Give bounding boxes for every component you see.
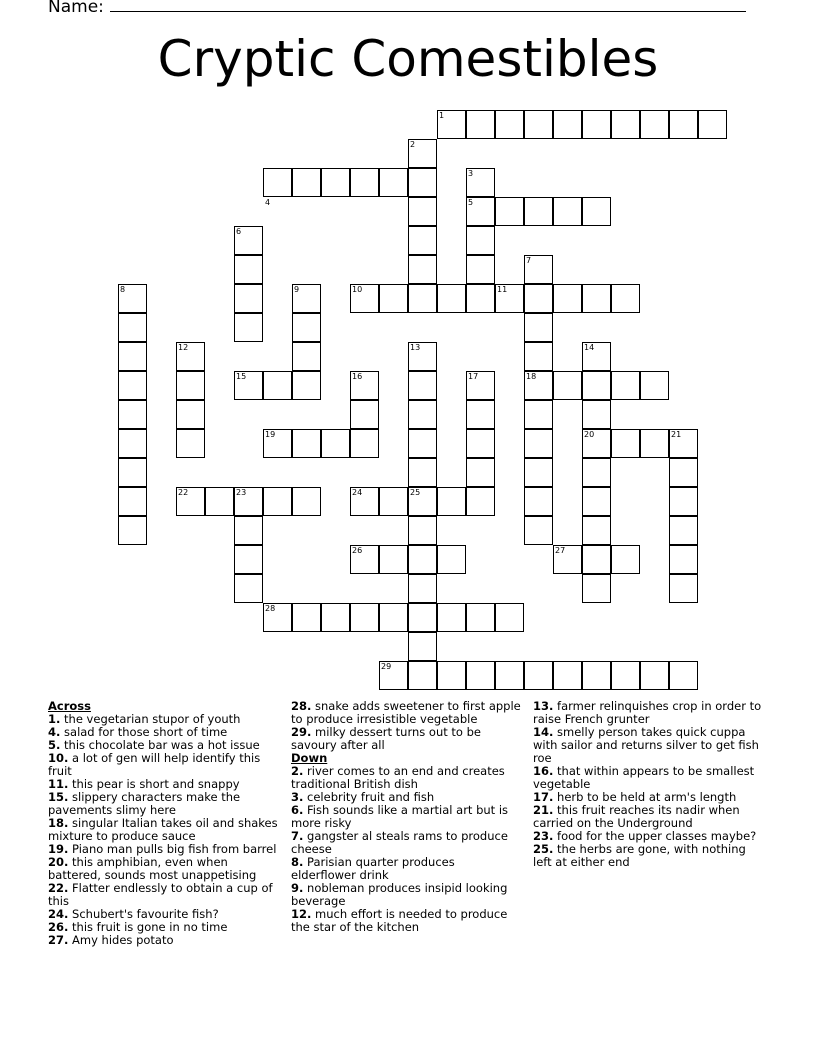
clue-text: Fish sounds like a martial art but is more risky — [291, 803, 509, 830]
grid-cell[interactable] — [379, 603, 408, 632]
grid-cell[interactable] — [466, 487, 495, 516]
clue-item — [48, 882, 280, 908]
across-clue-list-cont — [291, 700, 523, 752]
grid-cell[interactable] — [582, 110, 611, 139]
clue-text: that within appears to be smallest vegetable — [533, 764, 755, 791]
grid-cell[interactable] — [524, 429, 553, 458]
grid-cell[interactable] — [466, 429, 495, 458]
grid-cell[interactable] — [408, 545, 437, 574]
grid-cell[interactable] — [437, 284, 466, 313]
cell-number: 3 — [468, 169, 474, 178]
grid-cell[interactable] — [669, 545, 698, 574]
grid-cell[interactable] — [611, 371, 640, 400]
grid-cell[interactable] — [466, 661, 495, 690]
cell-number: 9 — [294, 285, 300, 294]
clue-item — [291, 700, 523, 726]
clue-text: river comes to an end and creates traditional British dish — [291, 764, 505, 791]
grid-cell[interactable] — [669, 661, 698, 690]
grid-cell[interactable] — [234, 574, 263, 603]
grid-cell[interactable] — [176, 400, 205, 429]
grid-cell[interactable] — [408, 400, 437, 429]
clue-item — [291, 765, 523, 791]
clue-text: herb to be held at arm's length — [553, 790, 737, 804]
grid-cell[interactable] — [350, 429, 379, 458]
clues-column-3 — [533, 700, 765, 869]
cell-number: 24 — [352, 488, 363, 497]
grid-cell[interactable] — [408, 458, 437, 487]
grid-cell[interactable] — [611, 429, 640, 458]
grid-cell[interactable] — [321, 168, 350, 197]
grid-cell[interactable] — [582, 284, 611, 313]
clue-number: 17. — [533, 790, 554, 804]
grid-cell[interactable] — [553, 197, 582, 226]
clue-item — [533, 765, 765, 791]
cell-number: 26 — [352, 546, 363, 555]
grid-cell[interactable] — [408, 516, 437, 545]
cell-number: 28 — [265, 604, 276, 613]
grid-cell[interactable] — [292, 603, 321, 632]
clue-number: 2. — [291, 764, 304, 778]
grid-cell[interactable] — [466, 603, 495, 632]
clue-text: the vegetarian stupor of youth — [60, 712, 241, 726]
grid-cell[interactable] — [292, 342, 321, 371]
clue-item — [291, 882, 523, 908]
clue-text: Flatter endlessly to obtain a cup of this — [48, 881, 273, 908]
clue-item — [48, 791, 280, 817]
clue-item — [48, 752, 280, 778]
grid-cell[interactable] — [669, 458, 698, 487]
grid-cell[interactable] — [582, 197, 611, 226]
grid-cell[interactable] — [669, 487, 698, 516]
grid-cell[interactable] — [118, 429, 147, 458]
clue-text: farmer relinquishes crop in order to raise French grunter — [533, 699, 762, 726]
clue-number: 10. — [48, 751, 69, 765]
cell-number: 6 — [236, 227, 242, 236]
clue-text: food for the upper classes maybe? — [553, 829, 757, 843]
cell-number: 17 — [468, 372, 479, 381]
grid-cell[interactable] — [669, 516, 698, 545]
name-label: Name: — [48, 0, 104, 17]
clue-number: 28. — [291, 699, 312, 713]
grid-cell[interactable] — [669, 110, 698, 139]
grid-cell[interactable] — [437, 545, 466, 574]
grid-cell[interactable] — [553, 284, 582, 313]
clue-item — [291, 804, 523, 830]
grid-cell[interactable] — [176, 371, 205, 400]
grid-cell[interactable] — [524, 516, 553, 545]
clue-number: 19. — [48, 842, 69, 856]
grid-cell[interactable] — [205, 487, 234, 516]
grid-cell[interactable] — [292, 313, 321, 342]
cell-number: 12 — [178, 343, 189, 352]
cell-number: 22 — [178, 488, 189, 497]
grid-cell[interactable] — [582, 458, 611, 487]
grid-cell[interactable] — [118, 458, 147, 487]
clue-number: 16. — [533, 764, 554, 778]
clue-text: milky dessert turns out to be savoury after all — [291, 725, 481, 752]
grid-cell[interactable] — [553, 110, 582, 139]
clue-item — [291, 830, 523, 856]
cell-number: 5 — [468, 198, 474, 207]
grid-cell[interactable] — [408, 632, 437, 661]
clue-number: 7. — [291, 829, 304, 843]
clue-text: a lot of gen will help identify this fruit — [48, 751, 261, 778]
grid-cell[interactable] — [437, 603, 466, 632]
clue-number: 27. — [48, 933, 69, 947]
clue-number: 26. — [48, 920, 69, 934]
clue-number: 20. — [48, 855, 69, 869]
clue-number: 24. — [48, 907, 69, 921]
grid-cell[interactable] — [408, 661, 437, 690]
grid-cell[interactable] — [582, 516, 611, 545]
grid-cell[interactable] — [379, 487, 408, 516]
grid-cell[interactable] — [524, 313, 553, 342]
grid-cell[interactable] — [292, 371, 321, 400]
grid-cell[interactable] — [553, 661, 582, 690]
grid-cell[interactable] — [466, 110, 495, 139]
grid-cell[interactable] — [321, 429, 350, 458]
grid-cell[interactable] — [379, 284, 408, 313]
clue-text: this fruit is gone in no time — [68, 920, 228, 934]
clue-number: 18. — [48, 816, 69, 830]
grid-cell[interactable] — [321, 603, 350, 632]
grid-cell[interactable] — [408, 429, 437, 458]
grid-cell[interactable] — [698, 110, 727, 139]
grid-cell[interactable] — [495, 661, 524, 690]
clue-number: 5. — [48, 738, 61, 752]
grid-cell[interactable] — [408, 168, 437, 197]
grid-cell[interactable] — [524, 487, 553, 516]
cell-number: 23 — [236, 488, 247, 497]
grid-cell[interactable] — [524, 284, 553, 313]
grid-cell[interactable] — [524, 400, 553, 429]
clue-text: singular Italian takes oil and shakes mixture to produce sauce — [48, 816, 278, 843]
clue-item — [533, 700, 765, 726]
cell-number: 18 — [526, 372, 537, 381]
clue-number: 22. — [48, 881, 69, 895]
grid-cell[interactable] — [234, 545, 263, 574]
grid-cell[interactable] — [292, 487, 321, 516]
grid-cell[interactable] — [408, 226, 437, 255]
cell-number: 11 — [497, 285, 508, 294]
clue-number: 3. — [291, 790, 304, 804]
grid-cell[interactable] — [234, 255, 263, 284]
grid-cell[interactable] — [176, 429, 205, 458]
down-heading: Down — [291, 751, 328, 765]
grid-cell[interactable] — [292, 168, 321, 197]
clues-column-1 — [48, 700, 280, 947]
grid-cell[interactable] — [263, 168, 292, 197]
grid-cell[interactable] — [234, 516, 263, 545]
clue-text: Schubert's favourite fish? — [68, 907, 219, 921]
clue-number: 21. — [533, 803, 554, 817]
clue-number: 6. — [291, 803, 304, 817]
clue-number: 8. — [291, 855, 304, 869]
grid-cell[interactable] — [495, 603, 524, 632]
grid-cell[interactable] — [524, 458, 553, 487]
grid-cell[interactable] — [466, 458, 495, 487]
cell-number: 7 — [526, 256, 532, 265]
clue-text: slippery characters make the pavements slimy here — [48, 790, 241, 817]
grid-cell[interactable] — [292, 429, 321, 458]
grid-cell[interactable] — [582, 400, 611, 429]
clue-number: 15. — [48, 790, 69, 804]
grid-cell[interactable] — [408, 197, 437, 226]
grid-cell[interactable] — [611, 284, 640, 313]
grid-cell[interactable] — [466, 226, 495, 255]
clue-item — [48, 856, 280, 882]
clue-text: nobleman produces insipid looking beverage — [291, 881, 508, 908]
cell-number: 29 — [381, 662, 392, 671]
grid-cell[interactable] — [118, 400, 147, 429]
grid-cell[interactable] — [437, 487, 466, 516]
clue-number: 1. — [48, 712, 61, 726]
grid-cell[interactable] — [524, 661, 553, 690]
grid-cell[interactable] — [118, 487, 147, 516]
clue-item — [48, 934, 280, 947]
cell-number: 19 — [265, 430, 276, 439]
clue-number: 29. — [291, 725, 312, 739]
cell-number: 1 — [439, 111, 445, 120]
puzzle-title: Cryptic Comestibles — [157, 30, 659, 88]
cell-number: 21 — [671, 430, 682, 439]
grid-cell[interactable] — [495, 110, 524, 139]
grid-cell[interactable] — [524, 110, 553, 139]
grid-cell[interactable] — [350, 168, 379, 197]
grid-cell[interactable] — [408, 284, 437, 313]
grid-cell[interactable] — [263, 371, 292, 400]
grid-cell[interactable] — [524, 197, 553, 226]
grid-cell[interactable] — [118, 342, 147, 371]
grid-cell[interactable] — [466, 284, 495, 313]
grid-cell[interactable] — [582, 371, 611, 400]
cell-number: 20 — [584, 430, 595, 439]
clue-number: 11. — [48, 777, 69, 791]
grid-cell[interactable] — [408, 603, 437, 632]
grid-cell[interactable] — [118, 371, 147, 400]
clue-item — [533, 804, 765, 830]
clue-text: smelly person takes quick cuppa with sailor and returns silver to get fish roe — [533, 725, 759, 765]
grid-cell[interactable] — [408, 371, 437, 400]
cell-number: 10 — [352, 285, 363, 294]
grid-cell[interactable] — [118, 313, 147, 342]
clue-item — [533, 726, 765, 765]
grid-cell[interactable] — [611, 545, 640, 574]
clue-number: 23. — [533, 829, 554, 843]
cell-number: 13 — [410, 343, 421, 352]
cell-number: 27 — [555, 546, 566, 555]
across-heading: Across — [48, 699, 91, 713]
cell-number: 25 — [410, 488, 421, 497]
clue-item — [291, 726, 523, 752]
clue-number: 9. — [291, 881, 304, 895]
grid-cell[interactable] — [466, 255, 495, 284]
cell-number: 4 — [265, 198, 271, 207]
grid-cell[interactable] — [234, 284, 263, 313]
grid-cell[interactable] — [582, 487, 611, 516]
grid-cell[interactable] — [408, 255, 437, 284]
cell-number: 8 — [120, 285, 126, 294]
clue-item — [533, 843, 765, 869]
grid-cell[interactable] — [640, 661, 669, 690]
grid-cell[interactable] — [466, 400, 495, 429]
grid-cell[interactable] — [118, 516, 147, 545]
clue-text: snake adds sweetener to first apple to produce irresistible vegetable — [291, 699, 521, 726]
grid-cell[interactable] — [350, 603, 379, 632]
clue-text: salad for those short of time — [60, 725, 228, 739]
grid-cell[interactable] — [234, 313, 263, 342]
grid-cell[interactable] — [524, 342, 553, 371]
clue-item — [291, 856, 523, 882]
clue-item — [48, 817, 280, 843]
grid-cell[interactable] — [582, 574, 611, 603]
clue-text: this amphibian, even when battered, sounds most unappetising — [48, 855, 257, 882]
clue-text: this chocolate bar was a hot issue — [60, 738, 260, 752]
clue-text: this pear is short and snappy — [68, 777, 240, 791]
cell-number: 2 — [410, 140, 416, 149]
clue-number: 13. — [533, 699, 554, 713]
clue-text: much effort is needed to produce the star of the kitchen — [291, 907, 508, 934]
across-clue-list — [48, 713, 280, 947]
grid-cell[interactable] — [582, 545, 611, 574]
clue-text: Piano man pulls big fish from barrel — [68, 842, 277, 856]
grid-cell[interactable] — [669, 574, 698, 603]
grid-cell[interactable] — [611, 661, 640, 690]
clues-column-2 — [291, 700, 523, 934]
clue-text: celebrity fruit and fish — [303, 790, 435, 804]
down-clue-list-cont — [533, 700, 765, 869]
clue-text: Amy hides potato — [68, 933, 174, 947]
clue-number: 12. — [291, 907, 312, 921]
clue-number: 4. — [48, 725, 61, 739]
grid-cell[interactable] — [611, 110, 640, 139]
grid-cell[interactable] — [437, 661, 466, 690]
grid-cell[interactable] — [379, 545, 408, 574]
grid-cell[interactable] — [408, 574, 437, 603]
clue-item — [291, 908, 523, 934]
cell-number: 14 — [584, 343, 595, 352]
grid-cell[interactable] — [640, 110, 669, 139]
grid-cell[interactable] — [495, 197, 524, 226]
grid-cell[interactable] — [640, 429, 669, 458]
clue-text: the herbs are gone, with nothing left at either end — [533, 842, 746, 869]
grid-cell[interactable] — [379, 168, 408, 197]
grid-cell[interactable] — [553, 371, 582, 400]
clue-text: this fruit reaches its nadir when carried on the Underground — [533, 803, 740, 830]
cell-number: 16 — [352, 372, 363, 381]
grid-cell[interactable] — [263, 487, 292, 516]
clue-number: 14. — [533, 725, 554, 739]
down-clue-list — [291, 765, 523, 934]
clue-number: 25. — [533, 842, 554, 856]
grid-cell[interactable] — [582, 661, 611, 690]
clue-text: gangster al steals rams to produce cheese — [291, 829, 508, 856]
grid-cell[interactable] — [640, 371, 669, 400]
grid-cell[interactable] — [350, 400, 379, 429]
cell-number: 15 — [236, 372, 247, 381]
clue-text: Parisian quarter produces elderflower drink — [291, 855, 455, 882]
